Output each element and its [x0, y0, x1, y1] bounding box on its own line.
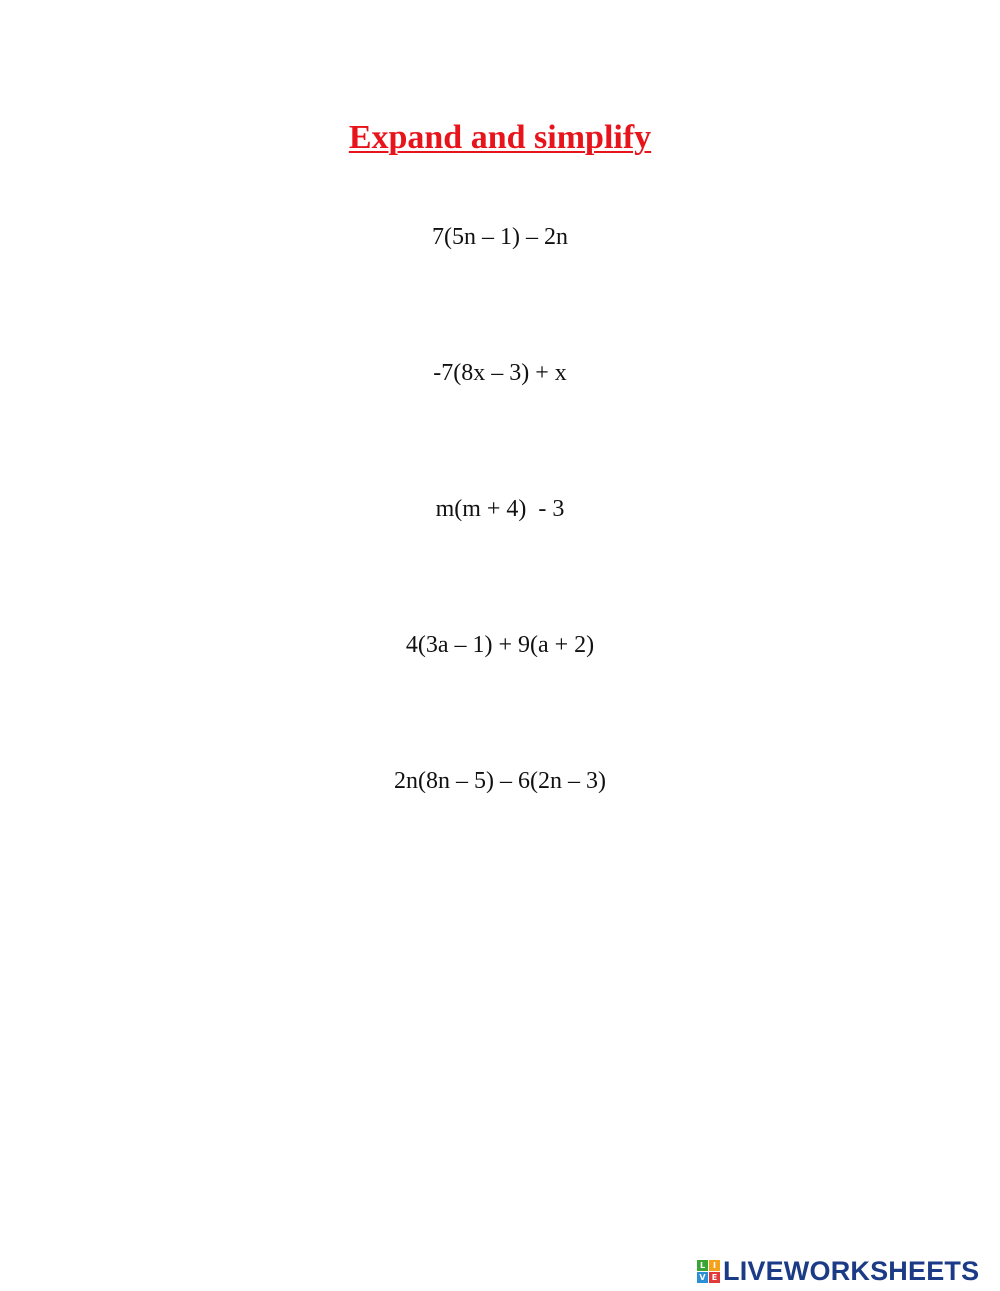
expression-5: 2n(8n – 5) – 6(2n – 3): [394, 768, 606, 794]
worksheet-title-text: Expand and simplify: [348, 119, 652, 156]
expression-4: 4(3a – 1) + 9(a + 2): [405, 632, 595, 658]
expression-2: -7(8x – 3) + x: [433, 360, 567, 386]
expression-3: m(m + 4) - 3: [435, 496, 565, 522]
brand-wordmark: LIVEWORKSHEETS: [723, 1256, 980, 1286]
expression-1: 7(5n – 1) – 2n: [432, 224, 568, 250]
liveworksheets-brand: [697, 1256, 979, 1286]
worksheet-title: [0, 118, 1000, 158]
logo-letter-e: E: [709, 1272, 720, 1283]
logo-letter-v: V: [697, 1272, 708, 1283]
liveworksheets-logo-icon: [697, 1260, 720, 1283]
logo-letter-i: I: [709, 1260, 720, 1271]
logo-letter-l: L: [697, 1260, 708, 1271]
